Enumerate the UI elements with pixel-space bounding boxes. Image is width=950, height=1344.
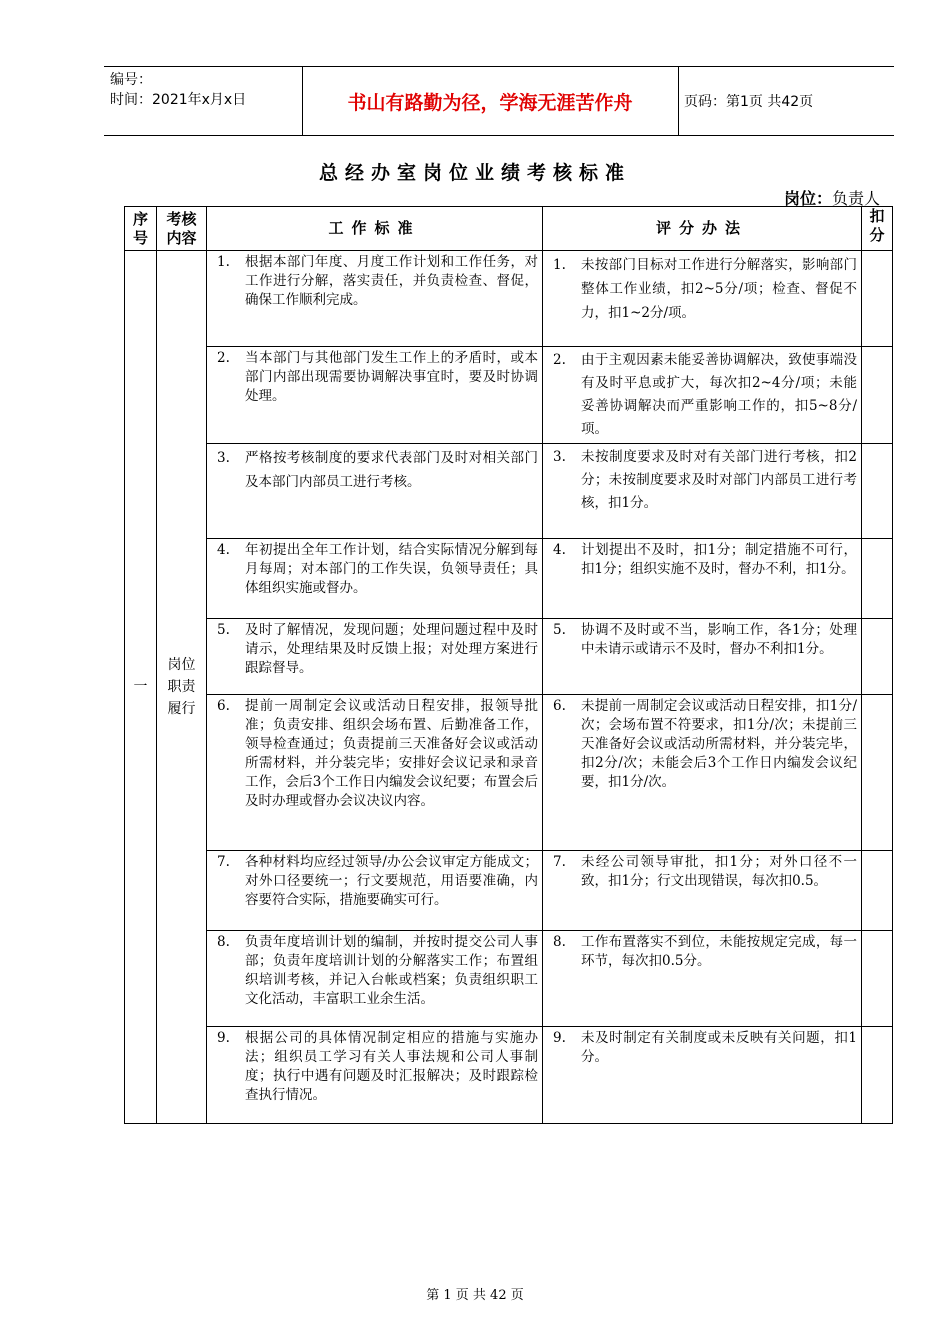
post-value: 负责人 [831, 189, 880, 208]
item-number: 9. [217, 1030, 230, 1046]
standard-cell [207, 619, 543, 695]
table-row [125, 619, 893, 695]
item-number: 9. [553, 1030, 566, 1046]
standard-text: 严格按考核制度的要求代表部门及时对相关部门及本部门内部员工进行考核。 [245, 450, 538, 490]
table-row [125, 931, 893, 1027]
method-cell [543, 695, 862, 851]
method-text: 工作布置落实不到位，未能按规定完成，每一环节，每次扣0.5分。 [581, 934, 857, 969]
assessment-table [124, 206, 893, 1124]
method-text: 计划提出不及时，扣1分；制定措施不可行，扣1分；组织实施不及时，督办不利，扣1分。 [581, 542, 857, 577]
page-footer: 第 1 页 共 42 页 [426, 1288, 524, 1303]
standard-cell [207, 695, 543, 851]
item-number: 1. [217, 254, 230, 270]
deduct-cell [862, 1027, 893, 1124]
standard-cell [207, 251, 543, 347]
deduct-cell [862, 931, 893, 1027]
standard-cell [207, 1027, 543, 1124]
item-number: 3. [553, 449, 566, 465]
time-label: 时间：2021年x月x日 [110, 92, 247, 108]
item-number: 7. [217, 854, 230, 870]
table-row [125, 444, 893, 539]
header-content: 考核内容 [157, 207, 207, 251]
table-row [125, 251, 893, 347]
deduct-cell [862, 695, 893, 851]
header-meta [110, 70, 246, 110]
table-row [125, 347, 893, 444]
standard-text: 年初提出全年工作计划，结合实际情况分解到每月每周；对本部门的工作失误，负领导责任；具体组织实施或督办。 [245, 542, 538, 596]
item-number: 4. [553, 542, 566, 558]
method-text: 未按制度要求及时对有关部门进行考核，扣2分；未按制度要求及时对部门内部员工进行考核，扣1分。 [581, 449, 857, 511]
standard-cell [207, 444, 543, 539]
standard-text: 负责年度培训计划的编制，并按时提交公司人事部；负责年度培训计划的分解落实工作；布置组织培训考核，并记入台帐或档案；负责组织职工文化活动，丰富职工业余生活。 [245, 934, 538, 1007]
deduct-cell [862, 619, 893, 695]
header-standard: 工作标准 [207, 207, 543, 251]
item-number: 8. [217, 934, 230, 950]
method-text: 未按部门目标对工作进行分解落实，影响部门整体工作业绩，扣2~5分/项；检查、督促不力，扣1~2分/项。 [581, 257, 857, 321]
header-deduct: 扣分 [862, 207, 893, 251]
item-number: 3. [217, 450, 230, 466]
document-title: 总经办室岗位业绩考核标准 [318, 162, 631, 184]
header-seq: 序号 [125, 207, 157, 251]
item-number: 2. [553, 352, 566, 368]
item-number: 6. [217, 698, 230, 714]
method-cell [543, 347, 862, 444]
method-cell [543, 931, 862, 1027]
item-number: 5. [217, 622, 230, 638]
table-row [125, 695, 893, 851]
item-number: 2. [217, 350, 230, 366]
standard-text: 提前一周制定会议或活动日程安排，报领导批准；负责安排、组织会场布置、后勤准备工作，领导检查通过；负责提前三天准备好会议或活动所需材料，并分装完毕；安排好会议记录和录音工作，会后3个工作日内编发会议纪要；布置会后及时办理或督办会议决议内容。 [245, 698, 538, 809]
header-divider [678, 66, 679, 136]
header-motto: 书山有路勤为径，学海无涯苦作舟 [347, 91, 633, 114]
seq-cell: 一 [125, 251, 157, 1124]
standard-cell [207, 539, 543, 619]
deduct-cell [862, 851, 893, 931]
method-cell [543, 251, 862, 347]
method-cell [543, 1027, 862, 1124]
deduct-cell [862, 539, 893, 619]
deduct-cell [862, 251, 893, 347]
item-number: 7. [553, 854, 566, 870]
standard-text: 当本部门与其他部门发生工作上的矛盾时，或本部门内部出现需要协调解决事宜时，要及时协调处理。 [245, 350, 538, 404]
item-number: 6. [553, 698, 566, 714]
method-text: 协调不及时或不当，影响工作，各1分；处理中未请示或请示不及时，督办不利扣1分。 [581, 622, 857, 657]
method-text: 未提前一周制定会议或活动日程安排，扣1分/次；会场布置不符要求，扣1分/次；未提前三天准备好会议或活动所需材料，并分装完毕，扣2分/次；未能会后3个工作日内编发会议纪要，扣1分/次。 [581, 698, 857, 790]
method-cell [543, 444, 862, 539]
method-text: 未及时制定有关制度或未反映有关问题，扣1分。 [581, 1030, 857, 1065]
standard-text: 根据本部门年度、月度工作计划和工作任务，对工作进行分解，落实责任，并负责检查、督促，确保工作顺利完成。 [245, 254, 538, 308]
page-header [104, 66, 894, 136]
item-number: 5. [553, 622, 566, 638]
table-row [125, 1027, 893, 1124]
method-text: 未经公司领导审批，扣1分；对外口径不一致，扣1分；行文出现错误，每次扣0.5。 [581, 854, 857, 889]
standard-text: 各种材料均应经过领导/办公会议审定方能成文；对外口径要统一；行文要规范，用语要准确，内容要符合实际，措施要确实可行。 [245, 854, 538, 908]
item-number: 8. [553, 934, 566, 950]
method-cell [543, 851, 862, 931]
standard-text: 及时了解情况，发现问题；处理问题过程中及时请示，处理结果及时反馈上报；对处理方案进行跟踪督导。 [245, 622, 538, 676]
standard-cell [207, 931, 543, 1027]
method-cell [543, 539, 862, 619]
deduct-cell [862, 444, 893, 539]
code-label: 编号： [110, 72, 152, 88]
item-number: 4. [217, 542, 230, 558]
standard-cell [207, 851, 543, 931]
table-row [125, 851, 893, 931]
deduct-cell [862, 347, 893, 444]
header-page-label: 页码：第1页 共42页 [684, 94, 814, 110]
post-label: 岗位： [783, 189, 832, 208]
item-number: 1. [553, 257, 566, 273]
header-method: 评分办法 [543, 207, 862, 251]
standard-cell [207, 347, 543, 444]
standard-text: 根据公司的具体情况制定相应的措施与实施办法；组织员工学习有关人事法规和公司人事制度；执行中遇有问题及时汇报解决；及时跟踪检查执行情况。 [245, 1030, 538, 1103]
method-text: 由于主观因素未能妥善协调解决，致使事端没有及时平息或扩大，每次扣2~4分/项；未能妥善协调解决而严重影响工作的，扣5~8分/项。 [581, 352, 857, 437]
content-cell: 岗位职责履行 [157, 251, 207, 1124]
method-cell [543, 619, 862, 695]
table-row [125, 539, 893, 619]
